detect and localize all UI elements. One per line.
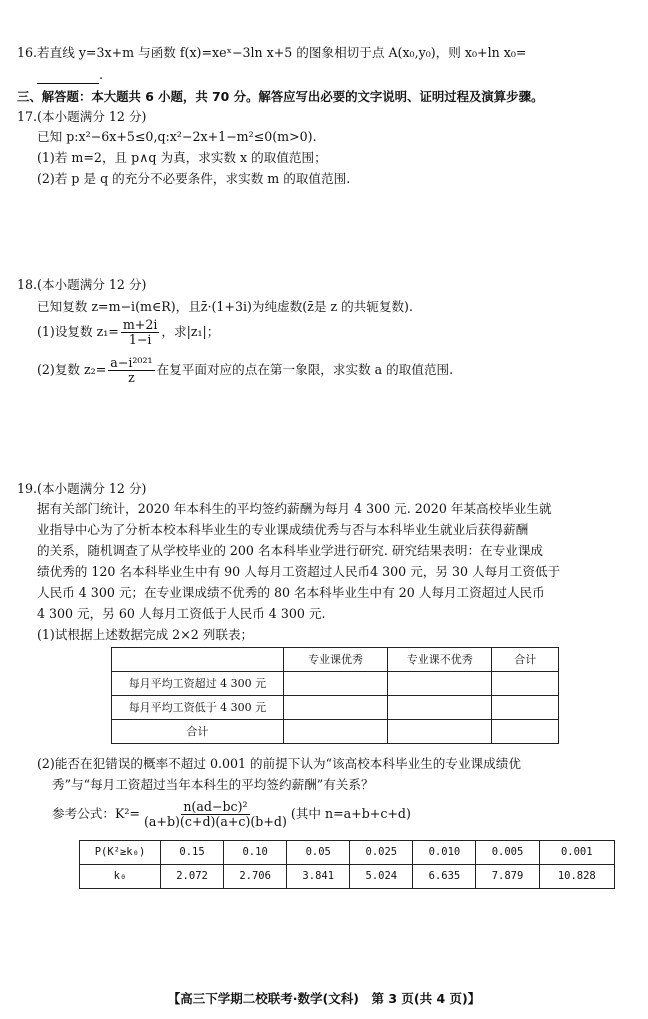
table-row xyxy=(80,841,615,865)
table-cell-empty xyxy=(283,672,387,696)
table-cell-empty xyxy=(388,720,492,744)
table-row-label: 每月平均工资超过 4 300 元 xyxy=(112,672,284,696)
table-row-label: 合计 xyxy=(112,720,284,744)
q16-line2-end: . xyxy=(99,67,104,82)
table-cell: 0.025 xyxy=(350,841,413,865)
fraction-numerator: m+2i xyxy=(122,317,158,332)
fraction-numerator: n(ad−bc)² xyxy=(183,799,248,814)
q18-part1-post: ，求|z₁|； xyxy=(161,323,220,339)
q18-part1 xyxy=(37,318,219,347)
table-cell: 0.005 xyxy=(476,841,539,865)
table-cell: 10.828 xyxy=(539,865,614,889)
fraction-denominator: 1−i xyxy=(128,331,152,347)
contingency-table xyxy=(111,647,559,744)
q19-para-line2: 业指导中心为了分析本校本科毕业生的专业课成绩优秀与否与本科毕业生就业后获得薪酬 xyxy=(37,522,529,537)
table-cell: 6.635 xyxy=(413,865,476,889)
table-cell: 0.15 xyxy=(161,841,224,865)
q16-line1: 16.若直线 y=3x+m 与函数 f(x)=xeˣ−3ln x+5 的图象相切于点 A(x₀,y₀)，则 x₀+ln x₀= xyxy=(17,45,527,60)
q18-heading: 18.(本小题满分 12 分) xyxy=(17,277,147,292)
q17-heading: 17.(本小题满分 12 分) xyxy=(17,109,147,124)
q19-part1: (1)试根据上述数据完成 2×2 列联表； xyxy=(37,627,254,642)
q19-para-line1: 据有关部门统计，2020 年本科生的平均签约薪酬为每月 4 300 元. 2020 年某高校毕业生就 xyxy=(37,501,552,516)
table-row xyxy=(80,865,615,889)
q18-part2 xyxy=(37,356,453,385)
table-cell: 0.05 xyxy=(287,841,350,865)
table-row xyxy=(112,672,559,696)
table-cell-empty xyxy=(283,696,387,720)
q18-part1-fraction xyxy=(121,318,160,347)
section-3-heading: 三、解答题：本大题共 6 小题，共 70 分。解答应写出必要的文字说明、证明过程及演算步骤。 xyxy=(17,89,544,104)
table-cell: 0.010 xyxy=(413,841,476,865)
q18-stem: 已知复数 z=m−i(m∈R)，且z̄·(1+3i)为纯虚数(z̄是 z 的共轭复数). xyxy=(37,299,413,314)
table-cell-empty xyxy=(492,696,559,720)
table-cell: 5.024 xyxy=(350,865,413,889)
table-header-cell: 专业课优秀 xyxy=(283,648,387,672)
table-row-label: P(K²≥k₀) xyxy=(80,841,161,865)
formula-prefix: 参考公式：K²= xyxy=(52,805,140,821)
table-cell-empty xyxy=(492,720,559,744)
table-cell: 3.841 xyxy=(287,865,350,889)
table-cell xyxy=(112,648,284,672)
q19-para-line3: 的关系，随机调查了从学校毕业的 200 名本科毕业学进行研究. 研究结果表明：在专业课成 xyxy=(37,543,544,558)
table-cell-empty xyxy=(283,720,387,744)
table-header-cell: 合计 xyxy=(492,648,559,672)
q19-para-line6: 4 300 元，另 60 人每月工资低于人民币 4 300 元. xyxy=(37,606,326,621)
answer-blank xyxy=(37,70,99,84)
table-cell: 2.072 xyxy=(161,865,224,889)
formula-suffix: (其中 n=a+b+c+d) xyxy=(290,805,411,821)
table-cell: 7.879 xyxy=(476,865,539,889)
q19-heading: 19.(本小题满分 12 分) xyxy=(17,481,147,496)
q17-part1: (1)若 m=2，且 p∧q 为真，求实数 x 的取值范围； xyxy=(37,150,327,165)
q19-para-line4: 绩优秀的 120 名本科毕业生中有 90 人每月工资超过人民币4 300 元，另 30 人每月工资低于 xyxy=(37,564,561,579)
q18-part2-post: 在复平面对应的点在第一象限，求实数 a 的取值范围. xyxy=(156,361,454,377)
table-header-cell: 专业课不优秀 xyxy=(388,648,492,672)
fraction-numerator: a−i²⁰²¹ xyxy=(110,355,153,370)
q19-part2-line1: (2)能否在犯错误的概率不超过 0.001 的前提下认为“该高校本科毕业生的专业课成绩优 xyxy=(37,756,521,771)
q19-part2-line2: 秀”与“每月工资超过当年本科生的平均签约薪酬”有关系？ xyxy=(52,777,374,792)
table-row-label: k₀ xyxy=(80,865,161,889)
formula-fraction xyxy=(142,800,289,829)
q17-stem: 已知 p:x²−6x+5≤0,q:x²−2x+1−m²≤0(m>0). xyxy=(37,129,317,144)
table-cell: 0.001 xyxy=(539,841,614,865)
reference-formula xyxy=(52,800,411,829)
table-cell-empty xyxy=(492,672,559,696)
fraction-denominator: z xyxy=(128,369,135,385)
table-cell: 0.10 xyxy=(224,841,287,865)
table-row xyxy=(112,696,559,720)
table-cell: 2.706 xyxy=(224,865,287,889)
q18-part1-pre: (1)设复数 z₁= xyxy=(37,323,119,339)
page-footer: 【高三下学期二校联考·数学(文科) 第 3 页(共 4 页)】 xyxy=(167,991,481,1006)
table-header-row xyxy=(112,648,559,672)
critical-value-table xyxy=(79,840,615,889)
table-row xyxy=(112,720,559,744)
q18-part2-fraction xyxy=(108,356,154,385)
table-cell-empty xyxy=(388,696,492,720)
q16-answer-line xyxy=(37,66,103,84)
table-row-label: 每月平均工资低于 4 300 元 xyxy=(112,696,284,720)
q18-part2-pre: (2)复数 z₂= xyxy=(37,361,107,377)
fraction-denominator: (a+b)(c+d)(a+c)(b+d) xyxy=(143,813,287,829)
q19-para-line5: 人民币 4 300 元；在专业课成绩不优秀的 80 名本科毕业生中有 20 人每月工资超过人民币 xyxy=(37,585,545,600)
q17-part2: (2)若 p 是 q 的充分不必要条件，求实数 m 的取值范围. xyxy=(37,171,351,186)
table-cell-empty xyxy=(388,672,492,696)
